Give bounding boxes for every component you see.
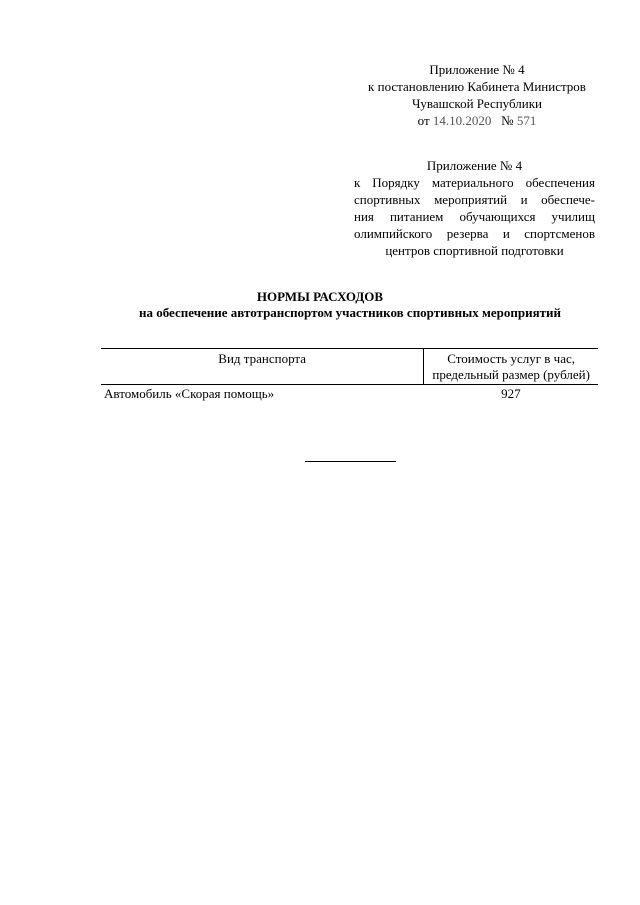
date-value: 14.10.2020 [432,113,492,128]
document-title: НОРМЫ РАСХОДОВ [256,289,384,304]
number-value: 571 [516,113,537,128]
annex2-line-2: к Порядку материального обеспечения [354,175,595,190]
annex2-line-6: центров спортивной подготовки [385,243,564,258]
annex-authority: Чувашской Республики [411,96,543,111]
document-subtitle: на обеспечение автотранспортом участников спортивных мероприятий [138,305,561,320]
number-prefix: № [501,113,514,128]
annex2-number: Приложение № 4 [426,158,523,173]
annex-number: Приложение № 4 [429,62,525,77]
cell-transport-type: Автомобиль «Скорая помощь» [104,386,275,401]
annex2-line-5: олимпийского резерва и спортсменов [354,226,595,241]
annex-to-resolution [352,61,602,129]
annex-to-procedure [354,157,595,259]
norms-table [101,348,598,402]
table-row [101,385,598,403]
date-prefix: от [417,113,430,128]
annex2-line-3: спортивных мероприятий и обеспече- [354,192,595,207]
header-cost-per-hour: Стоимость услуг в час, предельный размер (рублей) [424,349,598,385]
annex-reference: к постановлению Кабинета Министров [368,79,586,94]
annex-date-line [352,112,602,129]
table-header-row [101,349,598,385]
annex2-line-4: ния питанием обучающихся училищ [354,209,595,224]
end-divider-line [305,461,396,462]
header-transport-type: Вид транспорта [101,349,424,385]
cell-cost: 927 [501,386,521,401]
